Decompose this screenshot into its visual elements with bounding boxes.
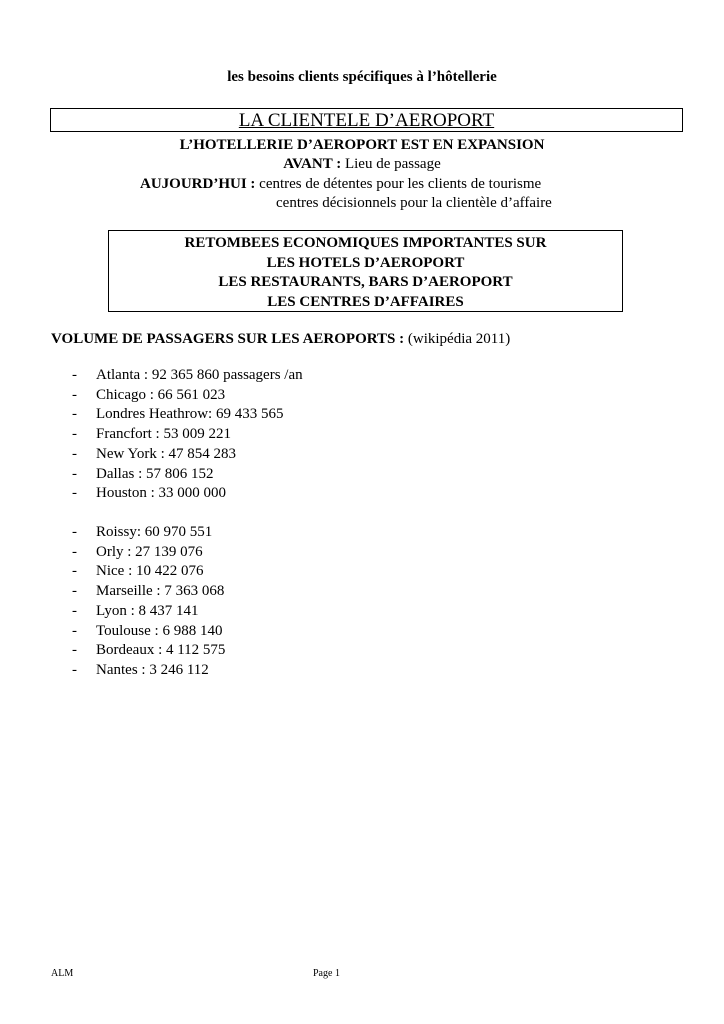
list-item bbox=[72, 523, 225, 543]
list-item-text: Bordeaux : 4 112 575 bbox=[96, 642, 226, 659]
bullet-dash: - bbox=[72, 445, 77, 462]
volume-heading bbox=[51, 331, 510, 348]
list-item bbox=[72, 465, 303, 485]
expansion-heading: L’HOTELLERIE D’AEROPORT EST EN EXPANSION bbox=[179, 137, 545, 153]
list-item bbox=[72, 484, 303, 504]
list-item-text: Francfort : 53 009 221 bbox=[96, 426, 231, 443]
bullet-dash: - bbox=[72, 485, 77, 502]
impact-line: LES HOTELS D’AEROPORT bbox=[266, 254, 465, 271]
aujourdhui-text-2: centres décisionnels pour la clientèle d’affaire bbox=[276, 195, 552, 211]
aujourdhui-line bbox=[140, 176, 541, 193]
bullet-dash: - bbox=[72, 386, 77, 403]
bullet-dash: - bbox=[72, 406, 77, 423]
bullet-dash: - bbox=[72, 563, 77, 580]
list-item-text: Roissy: 60 970 551 bbox=[96, 524, 213, 540]
list-item-text: Londres Heathrow: 69 433 565 bbox=[96, 406, 284, 423]
list-item bbox=[72, 622, 225, 642]
list-item-text: New York : 47 854 283 bbox=[96, 445, 237, 462]
list-item-text: Houston : 33 000 000 bbox=[96, 485, 227, 502]
volume-label: VOLUME DE PASSAGERS SUR LES AEROPORTS : bbox=[51, 331, 405, 347]
list-item bbox=[72, 445, 303, 465]
list-item bbox=[72, 562, 225, 582]
french-airports-list bbox=[72, 523, 225, 681]
section-title-box bbox=[50, 108, 683, 132]
list-item-text: Toulouse : 6 988 140 bbox=[96, 622, 223, 639]
list-item bbox=[72, 543, 225, 563]
impact-line: RETOMBEES ECONOMIQUES IMPORTANTES SUR bbox=[184, 235, 547, 251]
bullet-dash: - bbox=[72, 661, 77, 678]
avant-text: Lieu de passage bbox=[341, 156, 441, 172]
list-item bbox=[72, 366, 303, 386]
list-item-text: Marseille : 7 363 068 bbox=[96, 583, 225, 600]
bullet-dash: - bbox=[72, 622, 77, 639]
list-item-text: Nantes : 3 246 112 bbox=[96, 661, 209, 678]
aujourdhui-label: AUJOURD’HUI : bbox=[140, 176, 256, 192]
avant-label: AVANT : bbox=[283, 156, 342, 172]
international-airports-list bbox=[72, 366, 303, 504]
volume-source: (wikipédia 2011) bbox=[404, 331, 511, 347]
section-title: LA CLIENTELE D’AEROPORT bbox=[238, 110, 495, 131]
list-item-text: Chicago : 66 561 023 bbox=[96, 386, 226, 403]
bullet-dash: - bbox=[72, 426, 77, 443]
list-item-text: Atlanta : 92 365 860 passagers /an bbox=[96, 367, 303, 383]
bullet-dash: - bbox=[72, 583, 77, 600]
list-item-text: Dallas : 57 806 152 bbox=[96, 465, 214, 482]
list-item bbox=[72, 661, 225, 681]
bullet-dash: - bbox=[72, 524, 77, 540]
bullet-dash: - bbox=[72, 602, 77, 619]
bullet-dash: - bbox=[72, 465, 77, 482]
bullet-dash: - bbox=[72, 543, 77, 560]
bullet-dash: - bbox=[72, 642, 77, 659]
list-item bbox=[72, 602, 225, 622]
list-item bbox=[72, 641, 225, 661]
footer-page-number: Page 1 bbox=[313, 968, 340, 979]
aujourdhui-text-1: centres de détentes pour les clients de tourisme bbox=[255, 176, 542, 192]
list-item bbox=[72, 582, 225, 602]
economic-impact-box bbox=[108, 230, 623, 312]
page-header-title: les besoins clients spécifiques à l’hôtellerie bbox=[227, 69, 497, 85]
list-item bbox=[72, 386, 303, 406]
list-item-text: Nice : 10 422 076 bbox=[96, 563, 204, 580]
list-item bbox=[72, 405, 303, 425]
impact-line: LES RESTAURANTS, BARS D’AEROPORT bbox=[218, 274, 513, 290]
list-item-text: Orly : 27 139 076 bbox=[96, 543, 203, 560]
avant-line bbox=[0, 156, 724, 173]
list-item-text: Lyon : 8 437 141 bbox=[96, 602, 199, 619]
bullet-dash: - bbox=[72, 367, 77, 383]
list-item bbox=[72, 425, 303, 445]
impact-line: LES CENTRES D’AFFAIRES bbox=[267, 293, 464, 310]
footer-author: ALM bbox=[51, 968, 74, 979]
